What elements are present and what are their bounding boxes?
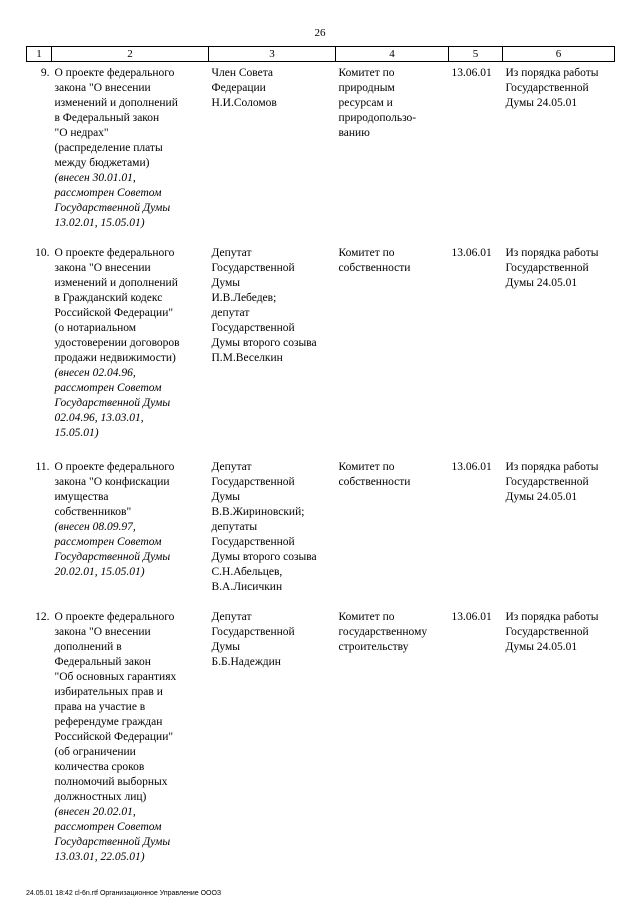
committee-line: собственности: [338, 261, 411, 274]
committee-cell: [336, 242, 449, 456]
bill-title-cell: [52, 456, 209, 606]
committee-line: природопользо-: [338, 112, 417, 124]
date-cell: 13.06.01: [451, 610, 492, 623]
bill-note-line: Государственной Думы: [54, 396, 171, 409]
bill-author-line: П.М.Веселкин: [211, 351, 283, 364]
status-line: Думы 24.05.01: [505, 97, 578, 109]
bill-author-cell: [209, 456, 336, 606]
bill-author-cell: [209, 62, 336, 242]
bill-note-line: 13.03.01, 22.05.01): [54, 850, 145, 863]
bill-author-line: Думы: [211, 640, 240, 653]
date-cell: 13.06.01: [451, 67, 492, 79]
committee-line: Комитет по: [338, 246, 395, 259]
bill-title-line: удостоверении договоров: [54, 336, 180, 349]
bill-author-line: Депутат: [211, 610, 252, 623]
bill-author-line: Государственной: [211, 535, 295, 548]
bill-title-line: продажи недвижимости): [54, 351, 176, 364]
bill-title-line: закона "О конфискации: [54, 475, 170, 488]
committee-line: природным: [338, 82, 395, 94]
bill-note-line: 15.05.01): [54, 426, 99, 439]
committee-line: ресурсам и: [338, 97, 393, 109]
status-cell: [503, 456, 615, 606]
bill-note-line: рассмотрен Советом: [54, 820, 162, 833]
bill-title-line: (о нотариальном: [54, 321, 137, 334]
row-number: 11.: [35, 460, 50, 473]
table-header-row: [27, 47, 615, 62]
status-line: Думы 24.05.01: [505, 640, 578, 653]
committee-line: Комитет по: [338, 610, 395, 623]
committee-line: строительству: [338, 640, 409, 653]
bill-title-line: О проекте федерального: [54, 460, 175, 473]
bill-title-line: закона "О внесении: [54, 625, 151, 638]
bill-title-cell: [52, 606, 209, 868]
bill-title-line: полномочий выборных: [54, 775, 168, 788]
bill-author-line: Б.Б.Надеждин: [211, 655, 281, 668]
bill-title-line: в Федеральный закон: [54, 112, 160, 124]
bill-title-line: референдуме граждан: [54, 715, 163, 728]
bill-title-line: в Гражданский кодекс: [54, 291, 163, 304]
committee-cell: [336, 456, 449, 606]
bill-note-line: 02.04.96, 13.03.01,: [54, 411, 144, 424]
column-header-4: 4: [336, 47, 449, 62]
status-cell: [503, 242, 615, 456]
status-line: Государственной: [505, 261, 589, 274]
bill-author-line: Государственной: [211, 625, 295, 638]
bill-note-line: (внесен 20.02.01,: [54, 805, 136, 818]
bill-author-line: Думы второго созыва: [211, 550, 317, 563]
bill-author-line: Депутат: [211, 246, 252, 259]
page-number: 26: [314, 27, 326, 39]
status-line: Думы 24.05.01: [505, 276, 578, 289]
row-number: 10.: [35, 246, 50, 259]
row-number: 9.: [40, 67, 50, 79]
bill-title-line: собственников": [54, 505, 132, 518]
status-line: Из порядка работы: [505, 610, 599, 623]
column-header-6: 6: [503, 47, 615, 62]
date-cell: 13.06.01: [451, 460, 492, 473]
agenda-table: [26, 46, 615, 868]
bill-title-line: О проекте федерального: [54, 610, 175, 623]
bill-note-line: рассмотрен Советом: [54, 187, 162, 199]
committee-line: ванию: [338, 127, 370, 139]
bill-author-line: Федерации: [211, 82, 266, 94]
bill-title-line: Федеральный закон: [54, 655, 151, 668]
table-row: [27, 606, 615, 868]
bill-title-line: О проекте федерального: [54, 67, 175, 79]
column-header-2: 2: [52, 47, 209, 62]
status-line: Из порядка работы: [505, 246, 599, 259]
bill-note-line: (внесен 02.04.96,: [54, 366, 136, 379]
row-number: 12.: [35, 610, 50, 623]
bill-author-line: депутаты: [211, 520, 258, 533]
committee-cell: [336, 606, 449, 868]
bill-title-line: (распределение платы: [54, 142, 163, 154]
bill-title-line: права на участие в: [54, 700, 146, 713]
bill-author-line: Н.И.Соломов: [211, 97, 277, 109]
committee-cell: [336, 62, 449, 242]
footer-print-info: 24.05.01 18:42 cl-6n.rtf Организационное Управление ОООЗ: [26, 890, 222, 897]
bill-note-line: Государственной Думы: [54, 202, 171, 214]
bill-title-line: (об ограничении: [54, 745, 136, 758]
bill-note-line: Государственной Думы: [54, 550, 171, 563]
bill-author-line: депутат: [211, 306, 250, 319]
bill-author-line: Думы второго созыва: [211, 336, 317, 349]
bill-note-line: (внесен 08.09.97,: [54, 520, 136, 533]
bill-title-line: "Об основных гарантиях: [54, 670, 177, 683]
bill-note-line: рассмотрен Советом: [54, 535, 162, 548]
committee-line: собственности: [338, 475, 411, 488]
bill-title-line: количества сроков: [54, 760, 145, 773]
status-cell: [503, 62, 615, 242]
bill-title-cell: [52, 242, 209, 456]
status-line: Государственной: [505, 475, 589, 488]
bill-author-line: И.В.Лебедев;: [211, 291, 277, 304]
bill-author-line: Думы: [211, 276, 240, 289]
committee-line: государственному: [338, 625, 428, 638]
table-row: [27, 242, 615, 456]
bill-title-line: Российской Федерации": [54, 730, 174, 743]
column-header-5: 5: [449, 47, 503, 62]
table-body: [27, 62, 615, 868]
bill-author-line: Думы: [211, 490, 240, 503]
bill-title-line: изменений и дополнений: [54, 97, 178, 109]
column-header-3: 3: [209, 47, 336, 62]
bill-author-line: Государственной: [211, 261, 295, 274]
bill-title-line: имущества: [54, 490, 109, 503]
committee-line: Комитет по: [338, 67, 395, 79]
committee-line: Комитет по: [338, 460, 395, 473]
table-row: [27, 456, 615, 606]
bill-note-line: 20.02.01, 15.05.01): [54, 565, 145, 578]
status-line: Государственной: [505, 82, 589, 94]
date-cell: 13.06.01: [451, 246, 492, 259]
bill-title-line: изменений и дополнений: [54, 276, 178, 289]
bill-title-line: О проекте федерального: [54, 246, 175, 259]
bill-author-line: Государственной: [211, 321, 295, 334]
table-row: [27, 62, 615, 242]
bill-author-line: В.А.Лисичкин: [211, 580, 283, 593]
bill-author-cell: [209, 606, 336, 868]
bill-title-line: должностных лиц): [54, 790, 147, 803]
column-header-1: 1: [27, 47, 52, 62]
bill-author-line: В.В.Жириновский;: [211, 505, 305, 518]
bill-note-line: (внесен 30.01.01,: [54, 172, 136, 184]
bill-title-line: дополнений в: [54, 640, 122, 653]
bill-title-line: "О недрах": [54, 127, 109, 139]
bill-title-line: между бюджетами): [54, 157, 150, 169]
status-line: Из порядка работы: [505, 67, 599, 79]
status-cell: [503, 606, 615, 868]
bill-title-line: Российской Федерации": [54, 306, 174, 319]
bill-author-line: С.Н.Абельцев,: [211, 565, 283, 578]
bill-author-cell: [209, 242, 336, 456]
bill-title-line: закона "О внесении: [54, 261, 151, 274]
bill-title-line: избирательных прав и: [54, 685, 163, 698]
bill-title-cell: [52, 62, 209, 242]
status-line: Думы 24.05.01: [505, 490, 578, 503]
status-line: Из порядка работы: [505, 460, 599, 473]
bill-title-line: закона "О внесении: [54, 82, 151, 94]
bill-author-line: Государственной: [211, 475, 295, 488]
bill-author-line: Член Совета: [211, 67, 274, 79]
bill-note-line: 13.02.01, 15.05.01): [54, 217, 145, 229]
status-line: Государственной: [505, 625, 589, 638]
bill-note-line: рассмотрен Советом: [54, 381, 162, 394]
bill-author-line: Депутат: [211, 460, 252, 473]
bill-note-line: Государственной Думы: [54, 835, 171, 848]
